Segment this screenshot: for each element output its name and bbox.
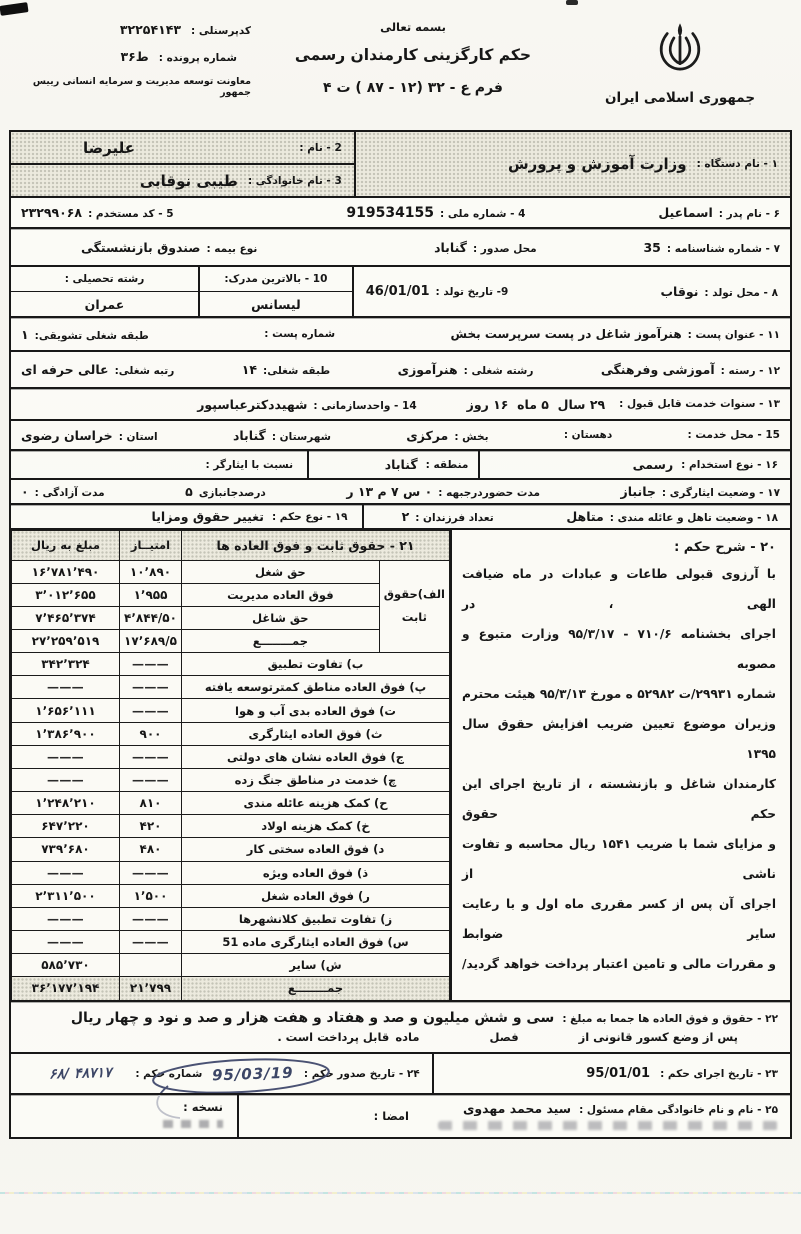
job-field-label: رشته شغلی : xyxy=(463,365,534,377)
item-points: ——— xyxy=(120,745,182,768)
employment-type-cell xyxy=(478,451,790,478)
birth-cert-value: 35 xyxy=(643,239,661,255)
bakhsh-label: بخش : xyxy=(454,430,489,443)
sacrifice-status-label: ۱۷ - وضعیت ایثارگری : xyxy=(661,487,780,499)
item-name: ز) تفاوت تطبیق کلانشهرها xyxy=(182,907,450,930)
salary-row xyxy=(12,653,450,676)
bakhsh-field xyxy=(406,428,488,443)
row-category xyxy=(9,350,792,390)
job-rank-field xyxy=(21,362,174,377)
item-name: ح) کمک هزینه عائله مندی xyxy=(182,792,450,815)
captivity-value: ۰ xyxy=(21,484,29,499)
job-rank-value: عالی حرفه ای xyxy=(21,362,109,377)
total-words-label: ۲۲ - حقوق و فوق العاده ها جمعا به مبلغ : xyxy=(562,1013,778,1025)
row-birthcert-insurance xyxy=(9,227,792,267)
insurance-field xyxy=(81,240,257,255)
name-cells xyxy=(11,132,354,196)
item-points: ۴۲۰ xyxy=(120,815,182,838)
item-amount: ——— xyxy=(12,676,120,699)
personnel-code-value: ۳۲۲۵۴۱۴۳ xyxy=(119,22,181,37)
last-name-cell xyxy=(11,163,354,196)
salary-row xyxy=(12,699,450,722)
degree-label: 10 - بالاترین مدرک: xyxy=(224,272,328,285)
item-name: ث) فوق العاده ایثارگری xyxy=(182,722,450,745)
post-no-label: شماره پست : xyxy=(264,328,336,340)
employee-code-value: ۲۳۲۹۹۰۶۸ xyxy=(21,205,83,220)
row-service-years xyxy=(9,387,792,421)
agency-value: وزارت آموزش و پرورش xyxy=(507,155,687,173)
salary-row xyxy=(12,838,450,861)
front-duration-value: ۰ س ۷ م ۱۳ ر xyxy=(346,484,433,499)
item-amount: ۱٬۲۴۸٬۲۱۰ xyxy=(12,792,120,815)
shahrestan-value: گناباد xyxy=(232,427,266,443)
header-right xyxy=(575,8,785,130)
insurance-label: نوع بیمه : xyxy=(206,242,258,255)
country-title: جمهوری اسلامی ایران xyxy=(604,90,756,106)
official-name: سید محمد مهدوی xyxy=(462,1101,572,1116)
salary-row xyxy=(12,792,450,815)
region-cell xyxy=(307,451,478,478)
birth-place-label: ۸ - محل تولد : xyxy=(704,287,778,299)
decree-line: وزیران موضوع تعیین ضریب افزایش حقوق سال ۱۳۹۵ xyxy=(462,716,776,761)
decree-no-label: شماره حکم : xyxy=(135,1067,203,1080)
item-amount: ——— xyxy=(12,768,120,791)
item-points: ۱۷٬۶۸۹/۵ xyxy=(120,629,182,652)
category-field xyxy=(601,362,780,377)
item-name: حق شغل xyxy=(182,560,380,583)
agency-cell xyxy=(354,132,790,196)
row-sacrifice xyxy=(9,478,792,506)
job-field-value: هنرآموزی xyxy=(397,362,458,377)
category-label: ۱۲ - رسته : xyxy=(720,365,780,377)
form-body xyxy=(9,130,792,1139)
item-points: ——— xyxy=(120,768,182,791)
father-name-field xyxy=(658,205,780,220)
sacrifice-status-field xyxy=(621,484,780,499)
item-name: ش) سایر xyxy=(182,954,450,977)
birth-place-value: نوقاب xyxy=(660,284,699,299)
amount-column-header: مبلغ به ریال xyxy=(12,530,120,560)
veteran-relation-label: نسبت با ایثارگر : xyxy=(205,458,294,471)
first-name-label: 2 - نام : xyxy=(299,141,342,154)
issue-date-cell xyxy=(11,1054,432,1094)
study-label: رشته تحصیلی : xyxy=(64,272,145,285)
file-no-value: ط۳۶ xyxy=(120,49,149,64)
row-marital-decreetype xyxy=(9,503,792,530)
header-left xyxy=(16,8,251,130)
issue-date-label: ۲۴ - تاریخ صدور حکم : xyxy=(303,1067,420,1080)
item-amount: ۲٬۳۱۱٬۵۰۰ xyxy=(12,884,120,907)
shahrestan-field xyxy=(233,428,331,443)
exec-date-label: ۲۳ - تاریخ اجرای حکم : xyxy=(660,1067,778,1080)
employee-code-label: 5 - کد مستخدم : xyxy=(88,208,174,220)
item-amount: ۱٬۳۸۶٬۹۰۰ xyxy=(12,722,120,745)
father-name-value: اسماعیل xyxy=(658,205,713,220)
salary-row xyxy=(12,768,450,791)
mid-section xyxy=(9,528,792,1003)
row-agency-name xyxy=(9,130,792,198)
points-column-header: امتیــاز xyxy=(120,530,182,560)
official-cell xyxy=(409,1095,790,1137)
item-name: ج) فوق العاده نشان های دولتی xyxy=(182,745,450,768)
first-name-cell xyxy=(11,132,354,163)
salary-row xyxy=(12,560,450,583)
item-amount: ۱٬۶۵۶٬۱۱۱ xyxy=(12,699,120,722)
bakhsh-value: مرکزی xyxy=(406,427,449,443)
front-duration-field xyxy=(346,484,540,499)
issue-place-field xyxy=(434,240,537,255)
item-name: ذ) فوق العاده ویژه xyxy=(182,861,450,884)
signature-cell xyxy=(239,1095,409,1137)
total-points: ۲۱٬۷۹۹ xyxy=(120,977,182,1000)
marital-cell xyxy=(362,505,790,528)
salary-row xyxy=(12,954,450,977)
item-points: ۱٬۵۰۰ xyxy=(120,884,182,907)
row-service-place xyxy=(9,419,792,452)
salary-row xyxy=(12,676,450,699)
item-name: جمــــــــع xyxy=(182,629,380,652)
issue-place-label: محل صدور : xyxy=(472,242,537,255)
birth-place-field xyxy=(660,284,778,299)
issue-place-value: گناباد xyxy=(434,239,467,255)
ostan-label: استان : xyxy=(118,430,158,443)
post-title-value: هنرآموز شاغل در پست سرپرست بخش xyxy=(450,327,682,341)
file-no-label: شماره پرونده : xyxy=(158,52,237,64)
scan-artifact-line xyxy=(0,1192,801,1194)
father-name-label: ۶ - نام پدر : xyxy=(718,208,780,220)
decree-line: اجرای آن پس از کسر مقرری ماه اول و با رعایت سایر ضوابط xyxy=(462,896,776,941)
exec-date-value: 95/01/01 xyxy=(586,1066,651,1081)
service-years-label: ۱۳ - سنوات خدمت قابل قبول : xyxy=(619,398,780,410)
ostan-value: خراسان رضوی xyxy=(21,427,113,443)
item-points: ۱۰٬۸۹۰ xyxy=(120,560,182,583)
employment-type-label: ۱۶ - نوع استخدام : xyxy=(681,458,778,471)
row-dates xyxy=(9,1052,792,1096)
service-years-value: ۲۹ سال ‏ ۵ ماه ‏ ۱۶ روز xyxy=(466,396,606,412)
salary-row xyxy=(12,884,450,907)
last-name-label: 3 - نام خانوادگی : xyxy=(247,174,342,187)
item-name: ر) فوق العاده شغل xyxy=(182,884,450,907)
row-father-nid xyxy=(9,196,792,230)
birth-cert-field xyxy=(643,240,780,255)
form-number: فرم ع - ۳۲ (۱۲ - ۸۷ ) ت ۴ xyxy=(323,80,503,96)
decree-title: ۲۰ - شرح حکم : xyxy=(674,539,776,555)
national-id-label: 4 - شماره ملی : xyxy=(440,207,526,220)
item-name: پ) فوق العاده مناطق کمترتوسعه یافته xyxy=(182,676,450,699)
faint-mark xyxy=(163,1120,223,1128)
birth-fields xyxy=(354,267,790,317)
item-name: ب) تفاوت تطبیق xyxy=(182,653,450,676)
item-amount: ۱۶٬۷۸۱٬۴۹۰ xyxy=(12,560,120,583)
item-points: ——— xyxy=(120,653,182,676)
incentive-class-value: ۱ xyxy=(21,326,29,342)
besmellah: بسمه تعالی xyxy=(380,20,446,34)
salary-row xyxy=(12,815,450,838)
post-title-field xyxy=(451,327,780,341)
employee-code-field xyxy=(21,205,174,220)
item-name: حق شاغل xyxy=(182,606,380,629)
item-name: س) فوق العاده ایثارگری ماده 51 xyxy=(182,931,450,954)
decree-line: و مزایای شما با ضریب ۱۵۴۱ ریال محاسبه و تفاوت ناشی از xyxy=(462,836,776,881)
iran-emblem-icon xyxy=(655,20,705,76)
insurance-value: صندوق بازنشستگی xyxy=(81,239,201,255)
item-name: د) فوق العاده سختی کار xyxy=(182,838,450,861)
deduction-article-label: ماده xyxy=(395,1030,420,1044)
item-points: ——— xyxy=(120,861,182,884)
deputy-line: معاونت توسعه مدیریت و سرمایه انسانی رییس جمهور xyxy=(32,76,251,98)
salary-row xyxy=(12,931,450,954)
row-total-in-words xyxy=(9,1000,792,1054)
item-amount: ۵۸۵٬۷۳۰ xyxy=(12,954,120,977)
children-field xyxy=(402,509,494,524)
total-amount-in-words: سی و شش میلیون و صد و هفتاد و هفت هزار و صد و نود و چهار ریال xyxy=(70,1010,555,1026)
employment-type-value: رسمی xyxy=(632,457,674,472)
item-points xyxy=(120,954,182,977)
marital-field xyxy=(566,509,778,524)
degree-value: لیسانس xyxy=(251,296,301,312)
children-label: تعداد فرزندان : xyxy=(415,512,494,524)
disability-pct-label: درصدجانبازی xyxy=(198,487,266,499)
faint-signature-line xyxy=(438,1121,778,1130)
salary-title: ۲۱ - حقوق ثابت و فوق العاده ها xyxy=(182,530,450,560)
veteran-relation-cell xyxy=(11,459,307,471)
salary-table xyxy=(11,530,450,1001)
item-amount: ——— xyxy=(12,931,120,954)
fixed-salary-group-label: الف)حقوق ثابت xyxy=(379,560,449,653)
captivity-label: مدت آزادگی : xyxy=(34,487,105,499)
job-field-field xyxy=(398,362,534,377)
org-unit-label: 14 - واحدسازمانی : xyxy=(313,399,417,412)
exec-date-cell xyxy=(432,1054,790,1094)
item-points: ۱٬۹۵۵ xyxy=(120,583,182,606)
first-name-value: علیرضا xyxy=(83,138,135,157)
salary-row xyxy=(12,745,450,768)
org-unit-value: شهیددکترعباسپور xyxy=(197,396,308,412)
degree-cell xyxy=(198,267,354,317)
post-title-label: ۱۱ - عنوان پست : xyxy=(687,329,780,341)
form-header xyxy=(0,0,801,130)
last-name-value: طیبی نوقابی xyxy=(139,171,238,190)
incentive-class-field xyxy=(21,327,149,342)
item-name: ت) فوق العاده بدی آب و هوا xyxy=(182,699,450,722)
document-title: حکم کارگزینی کارمندان رسمی xyxy=(294,46,532,64)
category-value: آموزشی وفرهنگی xyxy=(600,362,715,377)
disability-pct-field xyxy=(185,484,266,499)
item-name: فوق العاده مدیریت xyxy=(182,583,380,606)
decree-line: با آرزوی قبولی طاعات و عبادات در ماه ضیافت الهی ، در xyxy=(462,566,776,611)
item-amount: ۳۴۲٬۳۲۴ xyxy=(12,653,120,676)
deduction-text: پس از وضع کسور قانونی از xyxy=(578,1030,738,1044)
total-amount: ۳۶٬۱۷۷٬۱۹۴ xyxy=(12,977,120,1000)
job-class-value: ۱۴ xyxy=(241,362,258,377)
service-place-label: 15 - محل خدمت : xyxy=(687,429,780,441)
birth-date-field xyxy=(366,284,509,299)
salary-row xyxy=(12,861,450,884)
item-amount: ۷٬۴۶۵٬۳۷۴ xyxy=(12,606,120,629)
agency-label: ۱ - نام دستگاه : xyxy=(696,158,778,170)
national-id-value: 919534155 xyxy=(346,204,435,221)
salary-table-section xyxy=(11,530,450,1001)
personnel-code-label: کدپرسنلی : xyxy=(190,25,251,37)
signature-label: امضا : xyxy=(373,1109,409,1123)
item-points: ۹۰۰ xyxy=(120,722,182,745)
sacrifice-status-value: جانباز xyxy=(620,484,656,499)
birth-date-label: 9- تاریخ تولد : xyxy=(435,286,509,298)
decree-type-value: تغییر حقوق ومزایا xyxy=(151,509,264,524)
item-points: ——— xyxy=(120,699,182,722)
item-amount: ۲۷٬۲۵۹٬۵۱۹ xyxy=(12,629,120,652)
copy-cell xyxy=(11,1095,239,1137)
national-id-field xyxy=(346,205,525,221)
decree-line: و مقررات مالی و تامین اعتبار پرداخت خواهد گردید/ xyxy=(462,956,776,971)
marital-label: ۱۸ - وضعیت تاهل و عائله مندی : xyxy=(609,512,778,524)
row-official xyxy=(9,1093,792,1139)
item-amount: ——— xyxy=(12,745,120,768)
captivity-field xyxy=(21,484,105,499)
decree-type-cell xyxy=(11,509,362,524)
item-amount: ۷۳۹٬۶۸۰ xyxy=(12,838,120,861)
decree-line: اجرای بخشنامه ۷۱۰/۶ - ۹۵/۳/۱۷ وزارت متبوع و مصوبه xyxy=(462,626,776,671)
item-points: ——— xyxy=(120,676,182,699)
item-points: ۸۱۰ xyxy=(120,792,182,815)
decree-line: شماره ۲۹۹۳۱/ت ۵۲۹۸۲ ه مورخ ۹۵/۳/۱۳ هیئت محترم xyxy=(462,686,776,701)
issue-date-handwritten: 95/03/19 xyxy=(211,1063,295,1084)
row-employment-type xyxy=(9,449,792,480)
item-name: خ) کمک هزینه اولاد xyxy=(182,815,450,838)
salary-header-row xyxy=(12,530,450,560)
region-label: منطقه : xyxy=(425,458,469,471)
scan-smudge xyxy=(566,0,578,5)
birth-cert-label: ۷ - شماره شناسنامه : xyxy=(666,242,780,255)
decree-description xyxy=(450,530,790,1001)
item-amount: ——— xyxy=(12,861,120,884)
official-label: ۲۵ - نام و نام خانوادگی مقام مسئول : xyxy=(579,1104,778,1116)
job-rank-label: رتبه شغلی: xyxy=(114,365,175,377)
disability-pct-value: ۵ xyxy=(185,484,193,499)
item-points: ——— xyxy=(120,931,182,954)
row-post-title xyxy=(9,316,792,352)
job-class-label: طبقه شغلی: xyxy=(263,365,331,377)
item-amount: ——— xyxy=(12,907,120,930)
org-unit-field xyxy=(197,397,416,412)
item-name: چ) خدمت در مناطق جنگ زده xyxy=(182,768,450,791)
job-class-field xyxy=(242,362,330,377)
salary-row xyxy=(12,722,450,745)
front-duration-label: مدت حضوردرجبهه : xyxy=(438,487,541,499)
copy-label: نسخه : xyxy=(183,1100,223,1114)
item-amount: ۳٬۰۱۲٬۶۵۵ xyxy=(12,583,120,606)
deduction-chapter-label: فصل xyxy=(489,1030,519,1044)
row-birth-degree xyxy=(9,265,792,319)
salary-row xyxy=(12,907,450,930)
birth-date-value: 46/01/01 xyxy=(365,284,430,299)
dehestan-label: دهستان : xyxy=(563,429,613,441)
region-value: گناباد xyxy=(384,457,418,472)
study-cell xyxy=(11,267,198,317)
item-points: ۴۸۰ xyxy=(120,838,182,861)
payable-text: قابل پرداخت است . xyxy=(277,1030,390,1044)
shahrestan-label: شهرستان : xyxy=(271,430,331,443)
item-amount: ۶۴۷٬۲۲۰ xyxy=(12,815,120,838)
total-label: جمــــــــع xyxy=(182,977,450,1000)
header-center xyxy=(251,8,575,130)
children-value: ۲ xyxy=(401,509,410,524)
decree-no-handwritten: ۶۸/ ۴۸۷۱۷ xyxy=(48,1064,112,1082)
salary-total-row xyxy=(12,977,450,1000)
decree-type-label: ۱۹ - نوع حکم : xyxy=(271,510,348,523)
item-points: ——— xyxy=(120,907,182,930)
marital-value: متاهل xyxy=(566,509,604,524)
study-value: عمران xyxy=(84,296,125,312)
ostan-field xyxy=(21,428,158,443)
item-points: ۴٬۸۴۴/۵۰ xyxy=(120,606,182,629)
incentive-class-label: طبقه شغلی تشویقی: xyxy=(34,329,149,342)
decree-line: کارمندان شاغل و بازنشسته ، از تاریخ اجرای این حکم حقوق xyxy=(462,776,776,821)
